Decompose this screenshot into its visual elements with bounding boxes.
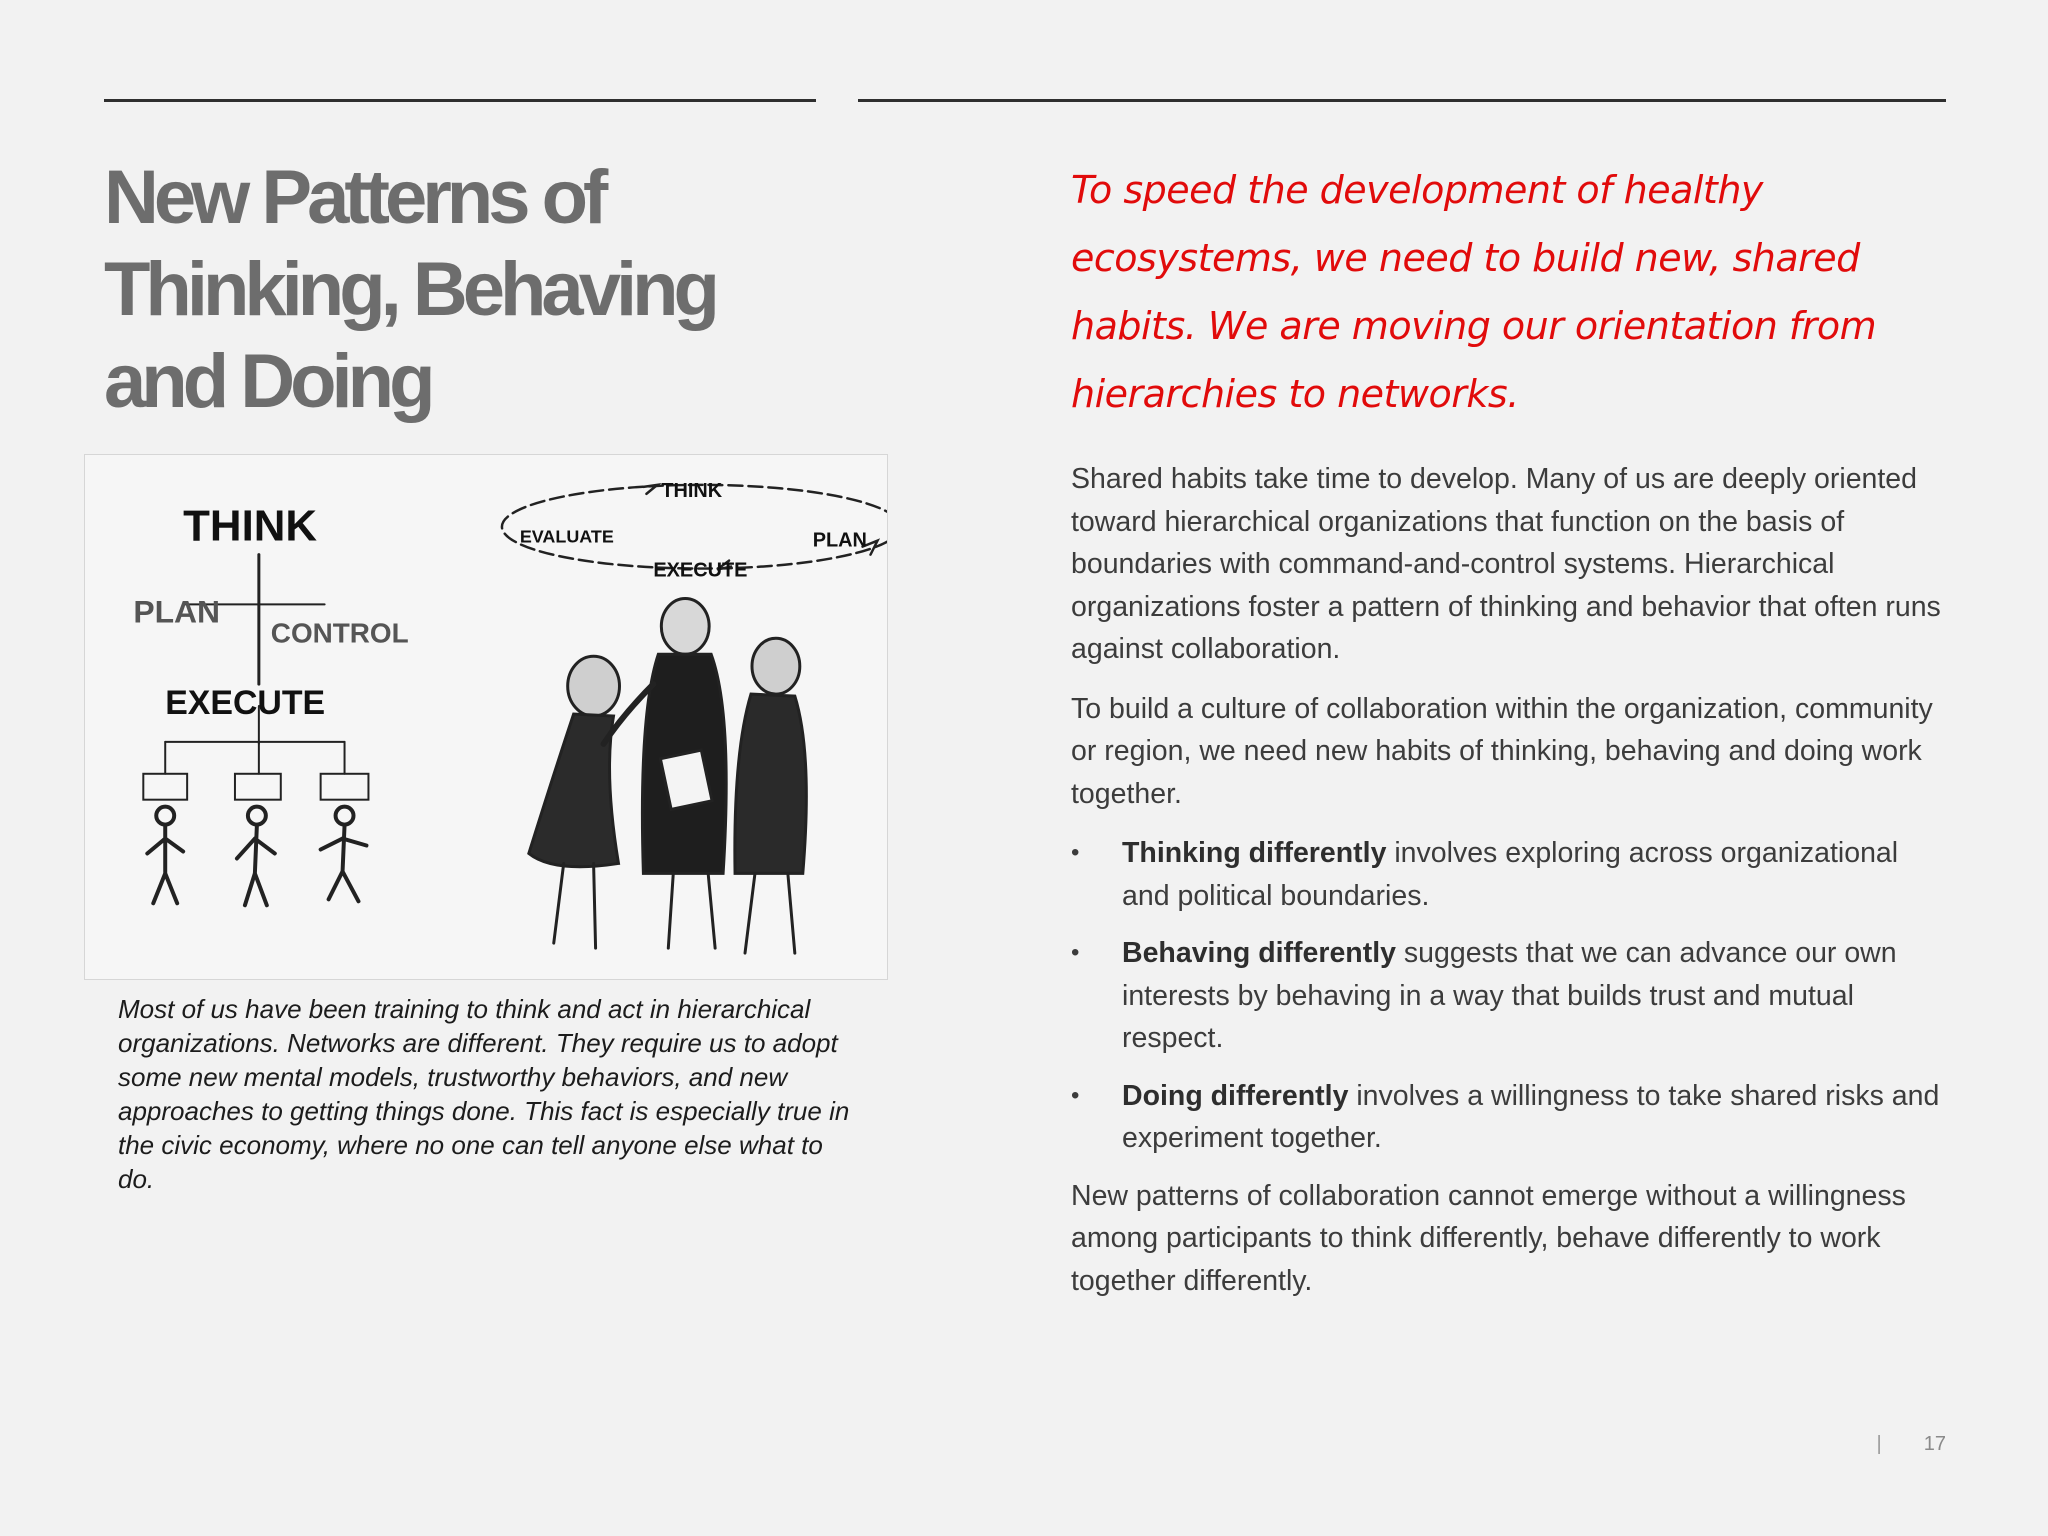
bullet-text: suggests that we can advance our own interests by behaving in a way that builds trust and mutual respect. (1122, 937, 1897, 1054)
bullet-item (1071, 832, 1951, 917)
bullet-icon: • (1071, 1081, 1080, 1109)
hier-plan-label: PLAN (133, 593, 221, 630)
cycle-execute-label: EXECUTE (653, 559, 748, 582)
bullet-text: involves a willingness to take shared risks and experiment together. (1122, 1079, 1940, 1154)
bullet-icon: • (1071, 939, 1080, 966)
top-rule-right (858, 99, 1946, 102)
footer-separator: | (1876, 1433, 1882, 1455)
body-paragraph: Shared habits take time to develop. Many of us are deeply oriented toward hierarchical organizations that function on the basis of boundaries with command-and-control systems. Hierarchical organizations foster a pattern of thinking and behavior that often runs against collaboration. (1071, 463, 1941, 665)
body-text (1071, 458, 1951, 1319)
bullet-item (1071, 1075, 1951, 1160)
hier-execute-label: EXECUTE (165, 684, 326, 723)
bullet-text: involves exploring across organizational and political boundaries. (1122, 837, 1899, 912)
lead-quote: To speed the development of healthy ecosystems, we need to build new, shared habits. We are moving our orientation from hierarchies to networks. (1071, 168, 1877, 416)
cycle-think-label: THINK (661, 479, 723, 502)
bullet-heading: Thinking differently (1122, 837, 1387, 869)
page-number: 17 (1923, 1433, 1946, 1455)
body-paragraph: To build a culture of collaboration within the organization, community or region, we need new habits of thinking, behaving and doing work together. (1071, 692, 1933, 810)
figure-caption: Most of us have been training to think and act in hierarchical organizations. Networks are different. They require us to adopt some new mental models, trustworthy behaviors, and new approaches to getting things done. This fact is especially true in the civic economy, where no one can tell anyone else what to do. (118, 994, 850, 1194)
bullet-icon: • (1071, 839, 1080, 866)
cycle-plan-label: PLAN (812, 529, 867, 552)
bullet-list (1071, 832, 1951, 1160)
title-line: and Doing (104, 339, 431, 424)
hierarchy-vs-network-illustration (84, 454, 888, 980)
top-rule-left (104, 99, 816, 102)
title-line: Thinking, Behaving (104, 247, 715, 332)
bullet-heading: Behaving differently (1122, 937, 1396, 969)
title-line: New Patterns of (104, 155, 604, 240)
hier-control-label: CONTROL (270, 617, 409, 649)
bullet-heading: Doing differently (1122, 1079, 1349, 1112)
body-paragraph: New patterns of collaboration cannot emerge without a willingness among participants to think differently, behave differently to work together differently. (1071, 1179, 1906, 1297)
hier-think-label: THINK (183, 501, 318, 551)
bullet-item (1071, 932, 1951, 1060)
cycle-evaluate-label: EVALUATE (519, 526, 614, 547)
page-title (104, 152, 804, 428)
page-footer (1877, 1433, 1946, 1456)
